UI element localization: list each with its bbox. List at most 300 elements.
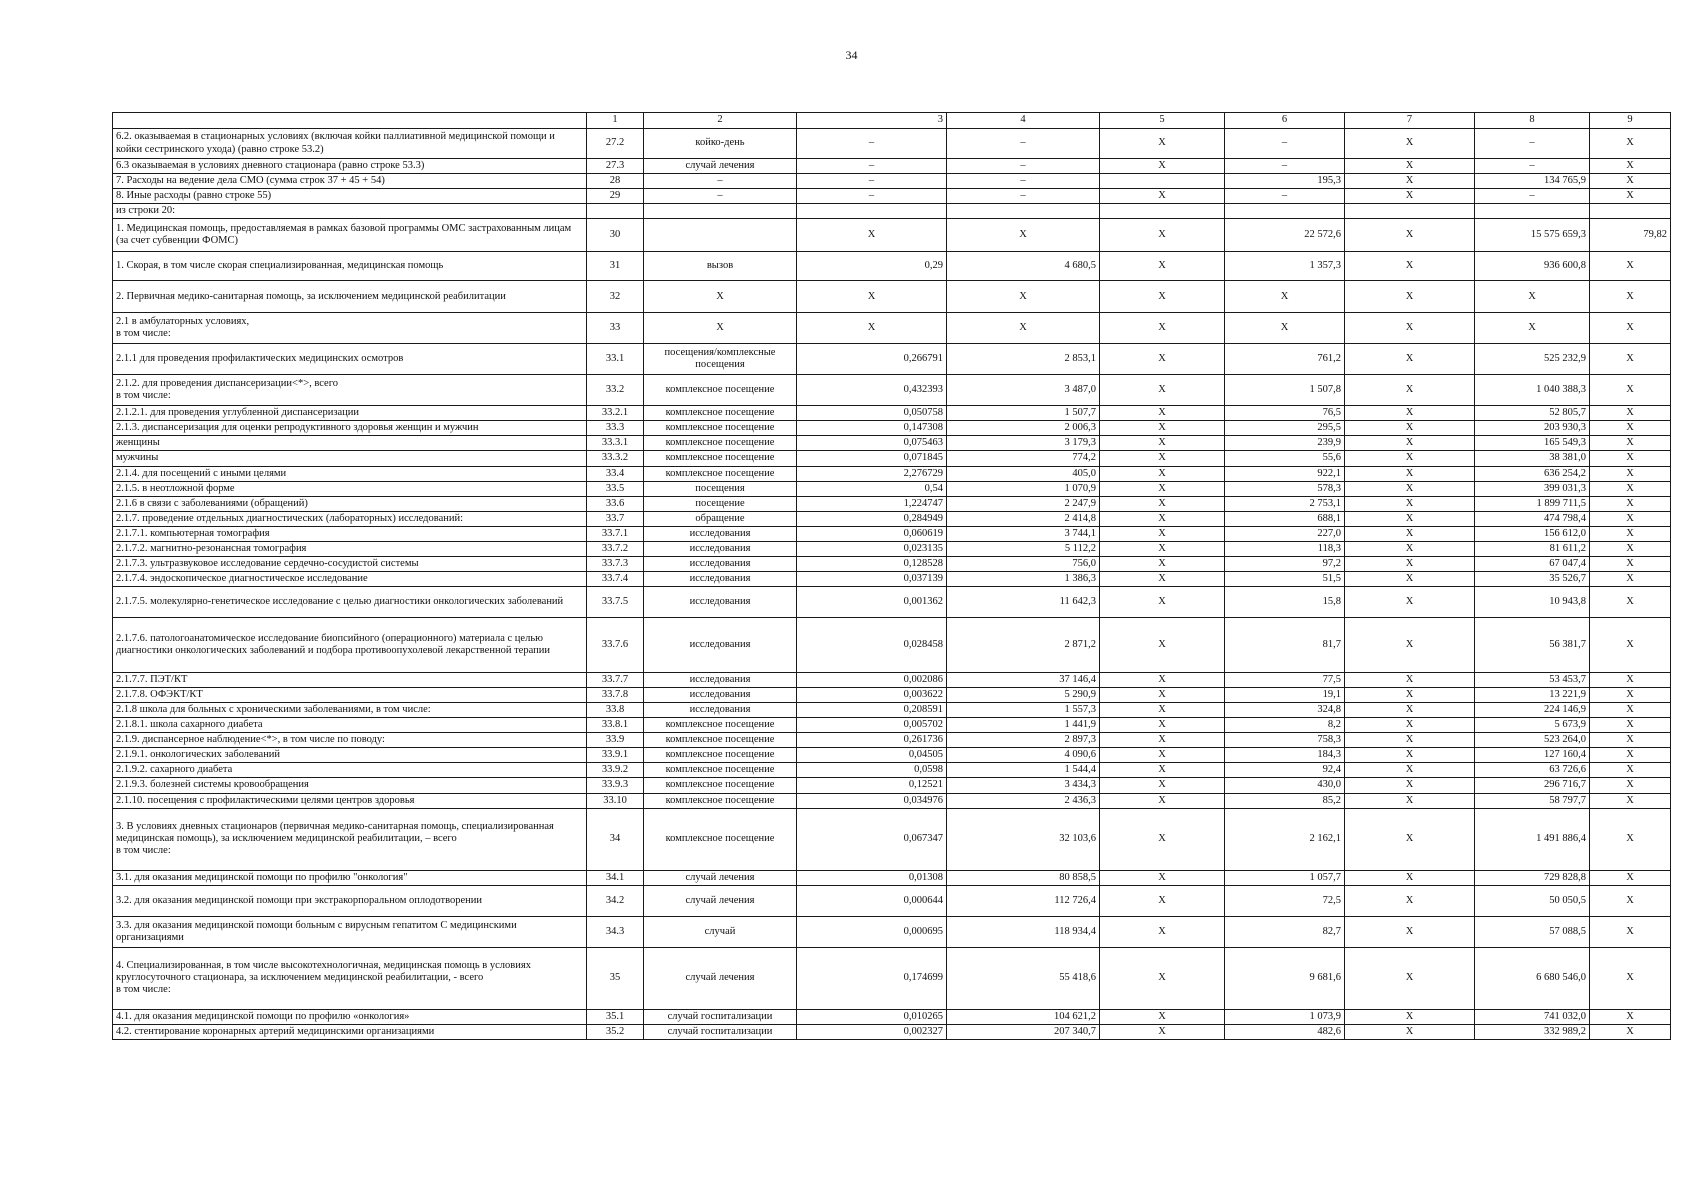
- cell-col9: X: [1590, 793, 1671, 808]
- row-label: 3.3. для оказания медицинской помощи больным с вирусным гепатитом С медицинскими организациями: [113, 916, 587, 947]
- cell-col7: X: [1345, 703, 1475, 718]
- cell-col3: 0,29: [797, 252, 947, 281]
- cell-col8: 224 146,9: [1475, 703, 1590, 718]
- cell-col8: 50 050,5: [1475, 885, 1590, 916]
- row-code: 33.9.2: [587, 763, 644, 778]
- row-unit: комплексное посещение: [644, 436, 797, 451]
- row-unit: случай лечения: [644, 947, 797, 1009]
- cell-col3: 0,067347: [797, 808, 947, 870]
- cell-col5: X: [1100, 451, 1225, 466]
- cell-col5: X: [1100, 1009, 1225, 1024]
- cell-col9: 79,82: [1590, 219, 1671, 252]
- table-row: [113, 688, 1671, 703]
- cell-col5: X: [1100, 421, 1225, 436]
- cell-col7: X: [1345, 673, 1475, 688]
- cell-col7: X: [1345, 174, 1475, 189]
- cell-col9: X: [1590, 189, 1671, 204]
- row-label: 1. Скорая, в том числе скорая специализированная, медицинская помощь: [113, 252, 587, 281]
- cell-col6: 9 681,6: [1225, 947, 1345, 1009]
- cell-col6: 92,4: [1225, 763, 1345, 778]
- cell-col5: X: [1100, 808, 1225, 870]
- cell-col6: 761,2: [1225, 344, 1345, 375]
- cell-col5: X: [1100, 571, 1225, 586]
- cell-col7: X: [1345, 718, 1475, 733]
- cell-col8: 10 943,8: [1475, 587, 1590, 618]
- cell-col9: X: [1590, 556, 1671, 571]
- row-code: 33.7.7: [587, 673, 644, 688]
- row-unit: случай госпитализации: [644, 1009, 797, 1024]
- cell-col9: X: [1590, 587, 1671, 618]
- cell-col8: 399 031,3: [1475, 481, 1590, 496]
- cell-col7: X: [1345, 281, 1475, 313]
- cell-col5: X: [1100, 541, 1225, 556]
- cell-col5: [1100, 204, 1225, 219]
- header-cell: 4: [947, 113, 1100, 129]
- cell-col8: 1 491 886,4: [1475, 808, 1590, 870]
- cell-col5: X: [1100, 688, 1225, 703]
- cell-col6: X: [1225, 281, 1345, 313]
- row-label: 2. Первичная медико-санитарная помощь, за исключением медицинской реабилитации: [113, 281, 587, 313]
- cell-col5: X: [1100, 703, 1225, 718]
- cell-col7: X: [1345, 526, 1475, 541]
- cell-col4: –: [947, 159, 1100, 174]
- cell-col7: X: [1345, 571, 1475, 586]
- row-label: 2.1.7.7. ПЭТ/КТ: [113, 673, 587, 688]
- cell-col6: 430,0: [1225, 778, 1345, 793]
- row-label: 2.1.9.3. болезней системы кровообращения: [113, 778, 587, 793]
- row-label: 2.1.7.2. магнитно-резонансная томография: [113, 541, 587, 556]
- cell-col3: 0,01308: [797, 870, 947, 885]
- cell-col4: 3 744,1: [947, 526, 1100, 541]
- cell-col6: 2 162,1: [1225, 808, 1345, 870]
- row-unit: случай госпитализации: [644, 1024, 797, 1039]
- cell-col7: X: [1345, 778, 1475, 793]
- row-code: 27.2: [587, 129, 644, 159]
- cell-col5: X: [1100, 947, 1225, 1009]
- cell-col5: X: [1100, 252, 1225, 281]
- row-label: 2.1.7.6. патологоанатомическое исследование биопсийного (операционного) материала с целью диагностики онкологических заболеваний и подбора противоопухолевой лекарственной терапии: [113, 618, 587, 673]
- table-row: [113, 496, 1671, 511]
- table-row: [113, 673, 1671, 688]
- cell-col8: 1 899 711,5: [1475, 496, 1590, 511]
- table-row: [113, 793, 1671, 808]
- cell-col6: 2 753,1: [1225, 496, 1345, 511]
- row-code: 34.1: [587, 870, 644, 885]
- table-row: [113, 481, 1671, 496]
- cell-col9: X: [1590, 916, 1671, 947]
- cell-col4: 1 507,7: [947, 406, 1100, 421]
- row-unit: комплексное посещение: [644, 406, 797, 421]
- cell-col7: X: [1345, 481, 1475, 496]
- cell-col6: 19,1: [1225, 688, 1345, 703]
- table-row: [113, 556, 1671, 571]
- cell-col6: 51,5: [1225, 571, 1345, 586]
- table-row: [113, 587, 1671, 618]
- cell-col3: 0,002327: [797, 1024, 947, 1039]
- cell-col8: 38 381,0: [1475, 451, 1590, 466]
- row-unit: комплексное посещение: [644, 375, 797, 406]
- header-cell: 6: [1225, 113, 1345, 129]
- cell-col3: 0,075463: [797, 436, 947, 451]
- table-row: [113, 375, 1671, 406]
- table-row: [113, 421, 1671, 436]
- row-code: 33.10: [587, 793, 644, 808]
- cell-col3: 0,060619: [797, 526, 947, 541]
- cell-col3: [797, 204, 947, 219]
- cell-col4: 2 897,3: [947, 733, 1100, 748]
- table-row: [113, 618, 1671, 673]
- cell-col3: 0,003622: [797, 688, 947, 703]
- row-label: 2.1.7.4. эндоскопическое диагностическое исследование: [113, 571, 587, 586]
- cell-col8: 63 726,6: [1475, 763, 1590, 778]
- table-row: [113, 808, 1671, 870]
- row-label: 4. Специализированная, в том числе высокотехнологичная, медицинская помощь в условиях круглосуточного стационара, за исключением медицинской реабилитации, - всего в том числе:: [113, 947, 587, 1009]
- row-unit: комплексное посещение: [644, 763, 797, 778]
- table-row: [113, 406, 1671, 421]
- row-code: 35.2: [587, 1024, 644, 1039]
- row-unit: обращение: [644, 511, 797, 526]
- cell-col6: 295,5: [1225, 421, 1345, 436]
- cell-col4: X: [947, 281, 1100, 313]
- cell-col4: 2 436,3: [947, 793, 1100, 808]
- cell-col8: 6 680 546,0: [1475, 947, 1590, 1009]
- cell-col7: X: [1345, 733, 1475, 748]
- row-unit: посещение: [644, 496, 797, 511]
- cell-col8: 296 716,7: [1475, 778, 1590, 793]
- cell-col4: –: [947, 129, 1100, 159]
- cell-col3: 0,034976: [797, 793, 947, 808]
- cell-col6: 55,6: [1225, 451, 1345, 466]
- cell-col7: X: [1345, 344, 1475, 375]
- row-unit: посещения/комплексные посещения: [644, 344, 797, 375]
- header-row: [113, 113, 1671, 129]
- row-label: 2.1.7.1. компьютерная томография: [113, 526, 587, 541]
- row-label: 2.1.8 школа для больных с хроническими заболеваниями, в том числе:: [113, 703, 587, 718]
- cell-col3: 0,208591: [797, 703, 947, 718]
- cell-col7: X: [1345, 793, 1475, 808]
- cell-col5: X: [1100, 219, 1225, 252]
- row-code: 33.7.2: [587, 541, 644, 556]
- cell-col5: X: [1100, 673, 1225, 688]
- cell-col4: –: [947, 174, 1100, 189]
- cell-col7: X: [1345, 375, 1475, 406]
- row-unit: случай лечения: [644, 870, 797, 885]
- table-row: [113, 733, 1671, 748]
- cell-col4: 774,2: [947, 451, 1100, 466]
- table-row: [113, 1009, 1671, 1024]
- row-code: 33.7.3: [587, 556, 644, 571]
- cell-col3: 0,266791: [797, 344, 947, 375]
- cell-col4: 2 871,2: [947, 618, 1100, 673]
- cell-col3: –: [797, 189, 947, 204]
- cell-col5: X: [1100, 481, 1225, 496]
- cell-col4: X: [947, 313, 1100, 344]
- cell-col8: 52 805,7: [1475, 406, 1590, 421]
- header-cell-label: [113, 113, 587, 129]
- cell-col6: 482,6: [1225, 1024, 1345, 1039]
- cell-col4: 1 070,9: [947, 481, 1100, 496]
- cell-col9: X: [1590, 466, 1671, 481]
- cell-col4: 4 090,6: [947, 748, 1100, 763]
- cell-col7: X: [1345, 748, 1475, 763]
- row-unit: –: [644, 174, 797, 189]
- table-row: [113, 947, 1671, 1009]
- cell-col5: X: [1100, 556, 1225, 571]
- table-row: [113, 870, 1671, 885]
- cell-col5: X: [1100, 793, 1225, 808]
- row-label: 2.1.5. в неотложной форме: [113, 481, 587, 496]
- cell-col8: 729 828,8: [1475, 870, 1590, 885]
- cell-col4: 3 179,3: [947, 436, 1100, 451]
- row-code: 28: [587, 174, 644, 189]
- cell-col5: X: [1100, 129, 1225, 159]
- cell-col6: X: [1225, 313, 1345, 344]
- row-unit: комплексное посещение: [644, 466, 797, 481]
- cell-col4: 2 247,9: [947, 496, 1100, 511]
- cell-col3: 0,284949: [797, 511, 947, 526]
- data-table: [112, 112, 1671, 1040]
- cell-col3: 1,224747: [797, 496, 947, 511]
- cell-col5: X: [1100, 885, 1225, 916]
- cell-col3: 0,0598: [797, 763, 947, 778]
- cell-col3: 0,12521: [797, 778, 947, 793]
- cell-col8: 523 264,0: [1475, 733, 1590, 748]
- table-row: [113, 281, 1671, 313]
- cell-col6: 85,2: [1225, 793, 1345, 808]
- cell-col9: X: [1590, 511, 1671, 526]
- cell-col9: X: [1590, 618, 1671, 673]
- row-code: 33: [587, 313, 644, 344]
- cell-col5: X: [1100, 733, 1225, 748]
- cell-col9: X: [1590, 159, 1671, 174]
- cell-col9: X: [1590, 1024, 1671, 1039]
- cell-col3: 0,037139: [797, 571, 947, 586]
- cell-col4: 112 726,4: [947, 885, 1100, 916]
- cell-col3: –: [797, 174, 947, 189]
- cell-col6: 195,3: [1225, 174, 1345, 189]
- cell-col6: 81,7: [1225, 618, 1345, 673]
- cell-col9: X: [1590, 129, 1671, 159]
- cell-col5: X: [1100, 587, 1225, 618]
- cell-col6: 72,5: [1225, 885, 1345, 916]
- cell-col3: 0,071845: [797, 451, 947, 466]
- row-unit: комплексное посещение: [644, 793, 797, 808]
- row-unit: исследования: [644, 703, 797, 718]
- row-label: 4.2. стентирование коронарных артерий медицинскими организациями: [113, 1024, 587, 1039]
- row-code: 33.9.1: [587, 748, 644, 763]
- cell-col5: X: [1100, 748, 1225, 763]
- cell-col9: X: [1590, 778, 1671, 793]
- cell-col3: –: [797, 129, 947, 159]
- cell-col3: 0,028458: [797, 618, 947, 673]
- row-code: 33.5: [587, 481, 644, 496]
- cell-col6: [1225, 204, 1345, 219]
- cell-col9: X: [1590, 718, 1671, 733]
- cell-col9: X: [1590, 481, 1671, 496]
- row-label: 2.1.9.1. онкологических заболеваний: [113, 748, 587, 763]
- row-label: 2.1.10. посещения с профилактическими целями центров здоровья: [113, 793, 587, 808]
- row-label: из строки 20:: [113, 204, 587, 219]
- cell-col4: 55 418,6: [947, 947, 1100, 1009]
- cell-col4: 4 680,5: [947, 252, 1100, 281]
- cell-col9: X: [1590, 436, 1671, 451]
- cell-col7: X: [1345, 159, 1475, 174]
- row-code: 33.3.2: [587, 451, 644, 466]
- row-unit: исследования: [644, 587, 797, 618]
- cell-col4: 405,0: [947, 466, 1100, 481]
- table-row: [113, 885, 1671, 916]
- cell-col8: –: [1475, 159, 1590, 174]
- row-label: 2.1 в амбулаторных условиях, в том числе:: [113, 313, 587, 344]
- cell-col8: X: [1475, 281, 1590, 313]
- table-row: [113, 571, 1671, 586]
- cell-col5: X: [1100, 618, 1225, 673]
- cell-col8: –: [1475, 189, 1590, 204]
- row-label: мужчины: [113, 451, 587, 466]
- cell-col7: X: [1345, 496, 1475, 511]
- table-row: [113, 466, 1671, 481]
- cell-col8: 127 160,4: [1475, 748, 1590, 763]
- row-unit: комплексное посещение: [644, 718, 797, 733]
- cell-col4: 32 103,6: [947, 808, 1100, 870]
- table-row: [113, 159, 1671, 174]
- cell-col6: 1 057,7: [1225, 870, 1345, 885]
- row-code: 33.6: [587, 496, 644, 511]
- row-code: 33.1: [587, 344, 644, 375]
- header-cell: 1: [587, 113, 644, 129]
- table-row: [113, 718, 1671, 733]
- row-label: 2.1.2.1. для проведения углубленной диспансеризации: [113, 406, 587, 421]
- row-unit: комплексное посещение: [644, 421, 797, 436]
- cell-col3: 0,04505: [797, 748, 947, 763]
- row-code: 33.9: [587, 733, 644, 748]
- cell-col6: 22 572,6: [1225, 219, 1345, 252]
- cell-col3: 0,128528: [797, 556, 947, 571]
- row-label: 2.1.7.8. ОФЭКТ/КТ: [113, 688, 587, 703]
- table-row: [113, 204, 1671, 219]
- cell-col9: X: [1590, 808, 1671, 870]
- cell-col6: 1 357,3: [1225, 252, 1345, 281]
- cell-col3: 0,023135: [797, 541, 947, 556]
- cell-col9: X: [1590, 496, 1671, 511]
- cell-col9: [1590, 204, 1671, 219]
- cell-col6: 1 507,8: [1225, 375, 1345, 406]
- cell-col9: X: [1590, 748, 1671, 763]
- cell-col8: 57 088,5: [1475, 916, 1590, 947]
- header-cell: 9: [1590, 113, 1671, 129]
- table-row: [113, 313, 1671, 344]
- header-cell: 3: [797, 113, 947, 129]
- cell-col8: 1 040 388,3: [1475, 375, 1590, 406]
- table-row: [113, 1024, 1671, 1039]
- cell-col6: 8,2: [1225, 718, 1345, 733]
- row-label: 2.1.7.5. молекулярно-генетическое исследование с целью диагностики онкологических заболеваний: [113, 587, 587, 618]
- cell-col8: 741 032,0: [1475, 1009, 1590, 1024]
- cell-col4: 1 441,9: [947, 718, 1100, 733]
- cell-col6: –: [1225, 129, 1345, 159]
- cell-col4: 2 853,1: [947, 344, 1100, 375]
- cell-col5: X: [1100, 763, 1225, 778]
- cell-col8: 474 798,4: [1475, 511, 1590, 526]
- row-unit: случай лечения: [644, 885, 797, 916]
- cell-col3: X: [797, 281, 947, 313]
- cell-col7: X: [1345, 451, 1475, 466]
- cell-col4: 2 006,3: [947, 421, 1100, 436]
- cell-col7: X: [1345, 541, 1475, 556]
- cell-col3: 0,174699: [797, 947, 947, 1009]
- row-code: 32: [587, 281, 644, 313]
- cell-col3: 0,001362: [797, 587, 947, 618]
- row-code: 33.2.1: [587, 406, 644, 421]
- cell-col5: X: [1100, 1024, 1225, 1039]
- row-code: 35.1: [587, 1009, 644, 1024]
- row-code: 34.2: [587, 885, 644, 916]
- row-unit: случай лечения: [644, 159, 797, 174]
- row-code: 33.7.5: [587, 587, 644, 618]
- cell-col7: X: [1345, 436, 1475, 451]
- cell-col8: 67 047,4: [1475, 556, 1590, 571]
- row-code: 33.7.4: [587, 571, 644, 586]
- row-unit: комплексное посещение: [644, 808, 797, 870]
- row-unit: случай: [644, 916, 797, 947]
- cell-col9: X: [1590, 344, 1671, 375]
- cell-col6: 76,5: [1225, 406, 1345, 421]
- row-label: 2.1.3. диспансеризация для оценки репродуктивного здоровья женщин и мужчин: [113, 421, 587, 436]
- table-row: [113, 451, 1671, 466]
- cell-col7: X: [1345, 189, 1475, 204]
- row-code: 33.7.8: [587, 688, 644, 703]
- row-label: 3.2. для оказания медицинской помощи при экстракорпоральном оплодотворении: [113, 885, 587, 916]
- row-label: 6.2. оказываемая в стационарных условиях (включая койки паллиативной медицинской помощи и койки сестринского ухода) (равно строке 53.2): [113, 129, 587, 159]
- table-row: [113, 778, 1671, 793]
- row-label: 4.1. для оказания медицинской помощи по профилю «онкология»: [113, 1009, 587, 1024]
- cell-col6: –: [1225, 189, 1345, 204]
- cell-col8: 636 254,2: [1475, 466, 1590, 481]
- row-code: 33.8.1: [587, 718, 644, 733]
- row-unit: комплексное посещение: [644, 778, 797, 793]
- cell-col3: 0,000695: [797, 916, 947, 947]
- cell-col7: X: [1345, 313, 1475, 344]
- table-row: [113, 703, 1671, 718]
- cell-col6: –: [1225, 159, 1345, 174]
- cell-col9: X: [1590, 174, 1671, 189]
- cell-col3: 0,002086: [797, 673, 947, 688]
- cell-col3: 0,050758: [797, 406, 947, 421]
- header-cell: 5: [1100, 113, 1225, 129]
- cell-col7: X: [1345, 587, 1475, 618]
- cell-col8: [1475, 204, 1590, 219]
- cell-col9: X: [1590, 763, 1671, 778]
- cell-col9: X: [1590, 703, 1671, 718]
- table-row: [113, 189, 1671, 204]
- cell-col3: 0,000644: [797, 885, 947, 916]
- cell-col5: X: [1100, 436, 1225, 451]
- cell-col5: X: [1100, 189, 1225, 204]
- cell-col9: X: [1590, 451, 1671, 466]
- cell-col8: 134 765,9: [1475, 174, 1590, 189]
- cell-col6: 77,5: [1225, 673, 1345, 688]
- cell-col8: 156 612,0: [1475, 526, 1590, 541]
- cell-col9: X: [1590, 673, 1671, 688]
- cell-col9: X: [1590, 688, 1671, 703]
- cell-col6: 82,7: [1225, 916, 1345, 947]
- cell-col9: X: [1590, 375, 1671, 406]
- table-row: [113, 219, 1671, 252]
- row-code: 34: [587, 808, 644, 870]
- cell-col6: 922,1: [1225, 466, 1345, 481]
- cell-col4: 3 487,0: [947, 375, 1100, 406]
- cell-col7: [1345, 204, 1475, 219]
